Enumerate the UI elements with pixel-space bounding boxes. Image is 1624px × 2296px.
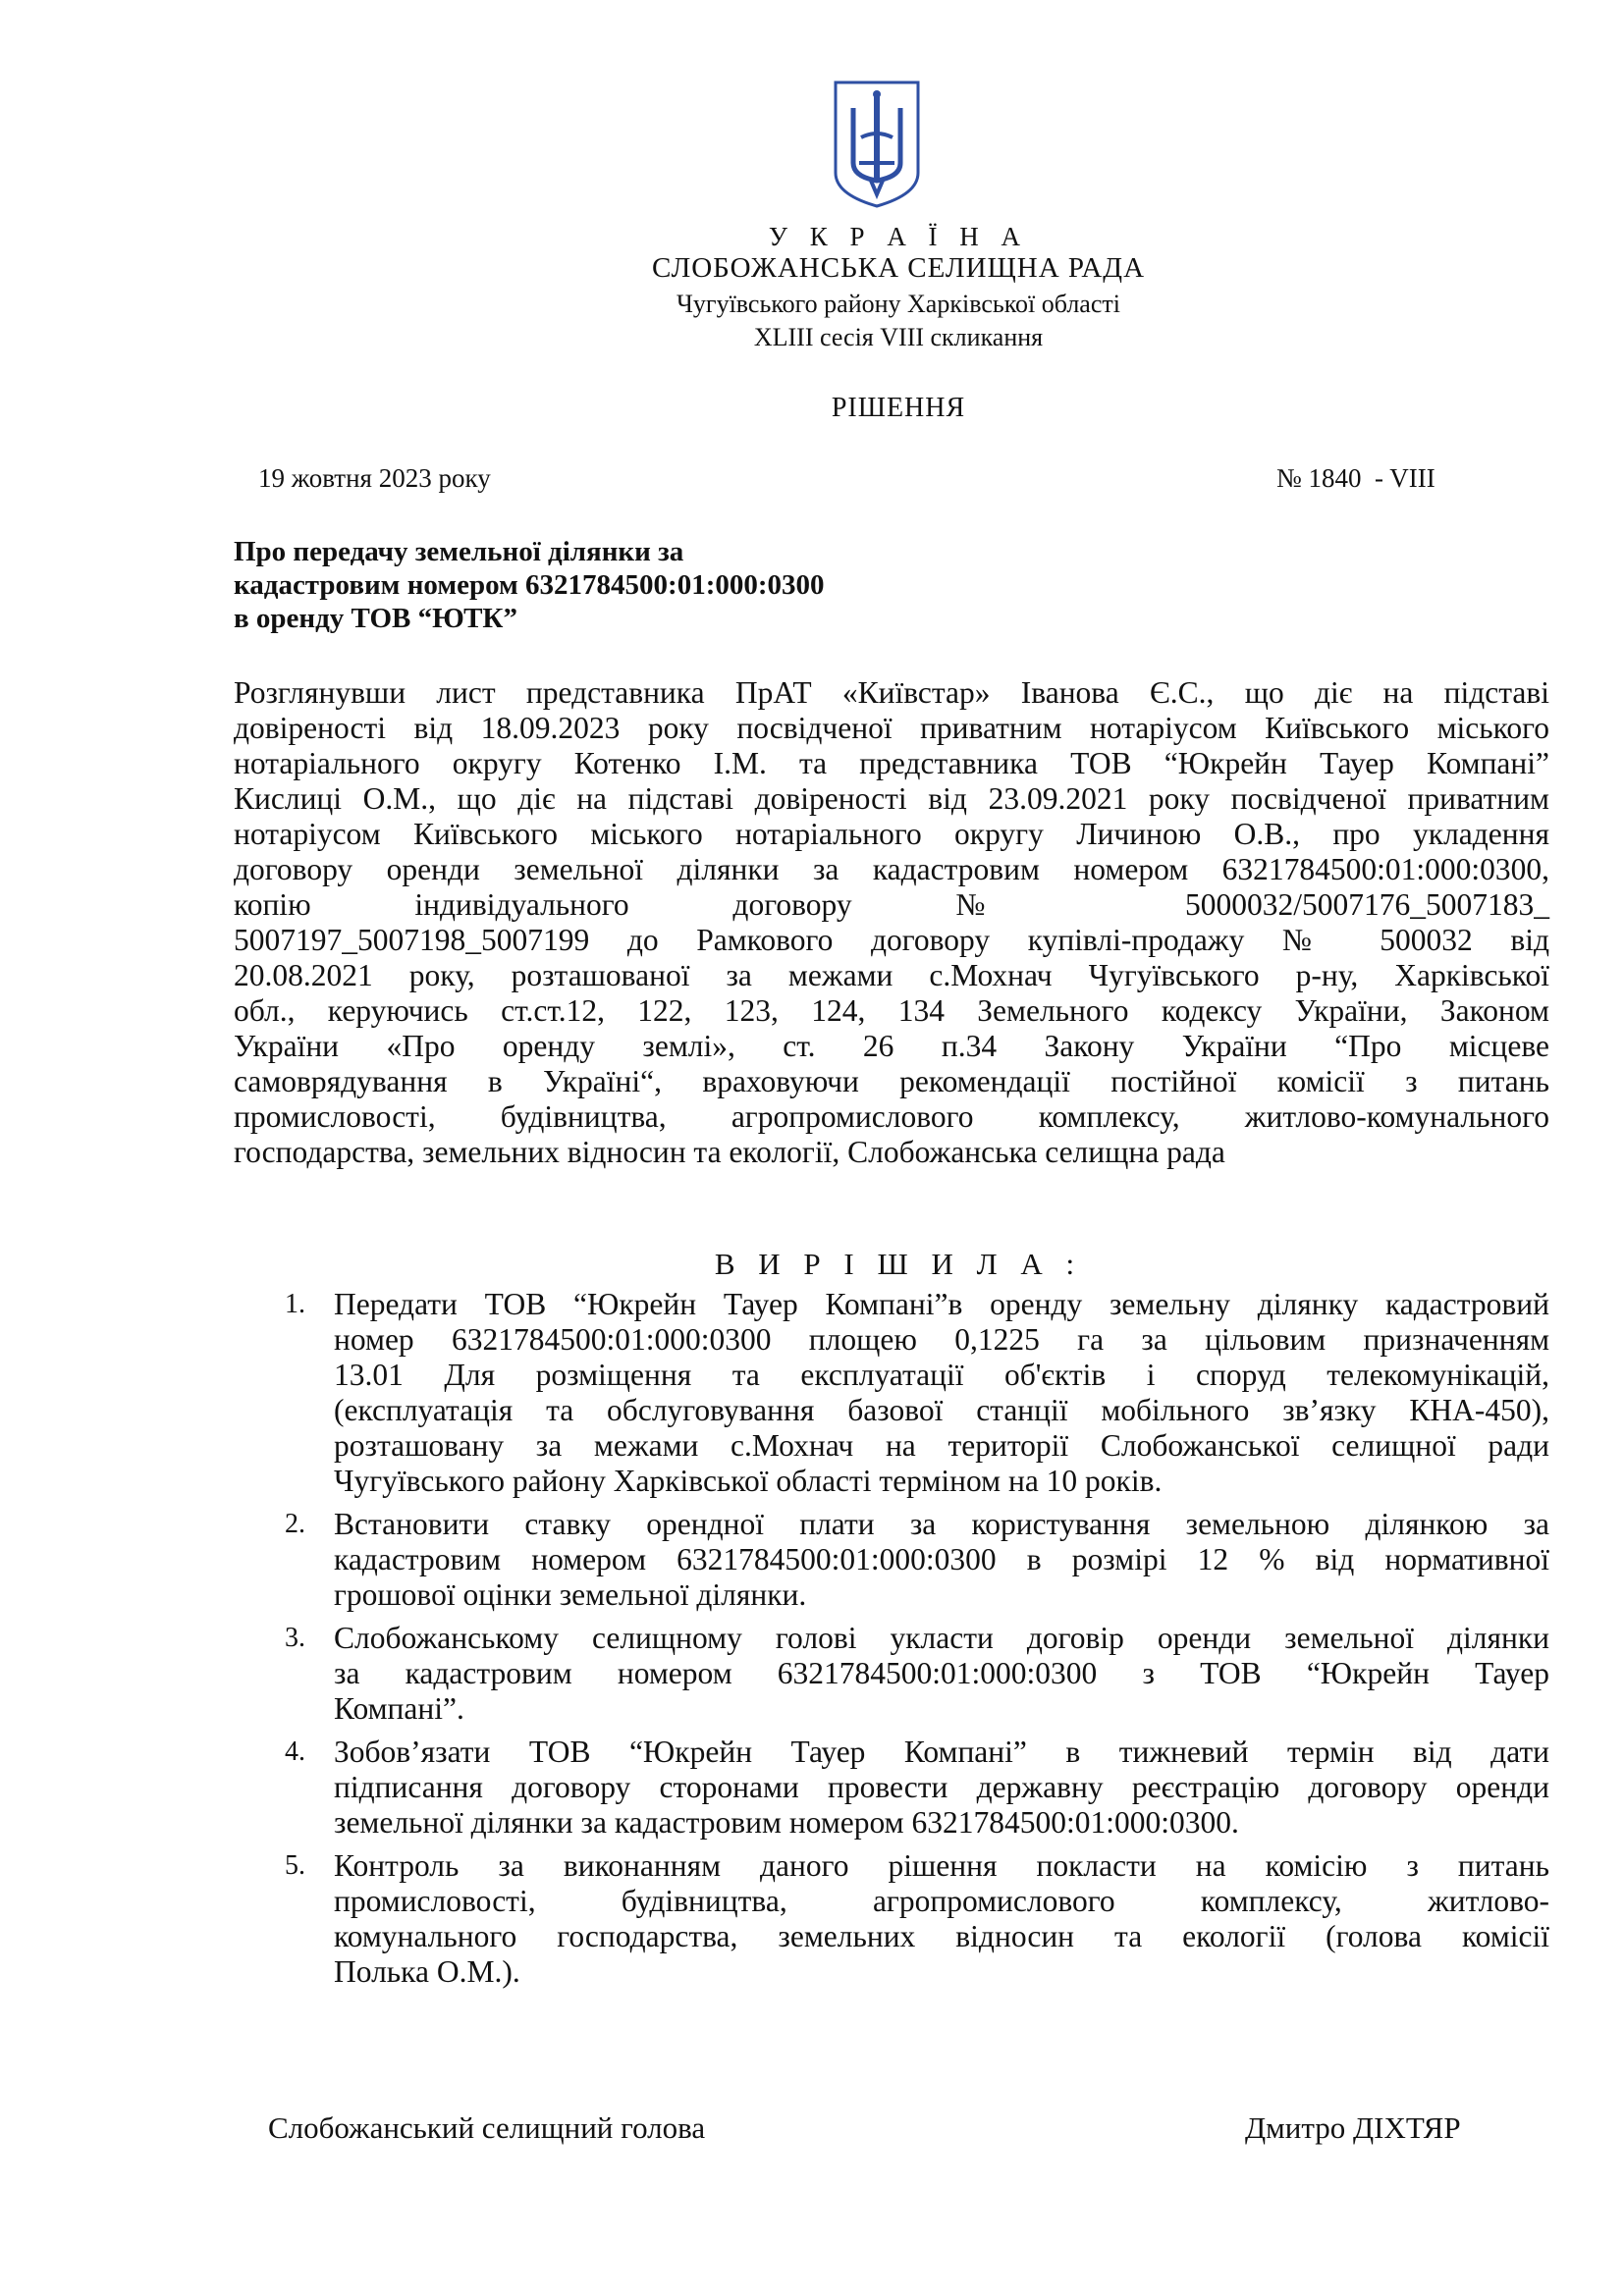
header-district: Чугуївського району Харківської області (677, 290, 1120, 318)
decision-date: 19 жовтня 2023 року (258, 463, 491, 493)
preamble-line: довіреності від 18.09.2023 року посвідченої приватним нотаріусом Київського міського (234, 711, 1549, 745)
resolution-item (234, 1287, 1549, 1499)
item-line: Слобожанському селищному голові укласти договір оренди земельної ділянки (334, 1621, 1549, 1655)
resolution-item (234, 1621, 1549, 1727)
subject-line: в оренду ТОВ “ЮТК” (234, 603, 517, 634)
item-line: кадастровим номером 6321784500:01:000:0300 в розмірі 12 % від нормативної (334, 1542, 1549, 1576)
item-line: комунального господарства, земельних відносин та екології (голова комісії (334, 1919, 1549, 1953)
preamble-line: нотаріального округу Котенко І.М. та представника ТОВ “Юкрейн Тауер Компані” (234, 746, 1549, 780)
item-line: грошової оцінки земельної ділянки. (334, 1577, 807, 1612)
item-number: 5. (285, 1850, 305, 1881)
preamble-line: 20.08.2021 року, розташованої за межами с.Мохнач Чугуївського р-ну, Харківської (234, 958, 1549, 992)
preamble-line: копію індивідуального договору № 5000032/5007176_5007183_ (234, 887, 1549, 922)
item-line: 13.01 Для розміщення та експлуатації об'єктів і споруд телекомунікацій, (334, 1358, 1549, 1392)
subject-line: Про передачу земельної ділянки за (234, 536, 684, 567)
decision-number: № 1840 - VIII (1276, 463, 1435, 493)
item-line: Зобов’язати ТОВ “Юкрейн Тауер Компані” в тижневий термін від дати (334, 1735, 1549, 1769)
trident-emblem-icon (832, 79, 922, 210)
subject-line: кадастровим номером 6321784500:01:000:0300 (234, 569, 825, 601)
preamble-line: договору оренди земельної ділянки за кадастровим номером 6321784500:01:000:0300, (234, 852, 1549, 886)
preamble-line: промисловості, будівництва, агропромислового комплексу, житлово-комунального (234, 1099, 1549, 1134)
signatory-title: Слобожанський селищний голова (268, 2110, 706, 2145)
item-line: земельної ділянки за кадастровим номером 6321784500:01:000:0300. (334, 1805, 1239, 1840)
item-line: номер 6321784500:01:000:0300 площею 0,1225 га за цільовим призначенням (334, 1322, 1549, 1357)
header-country: У К Р А Ї Н А (768, 222, 1029, 251)
item-line: Передати ТОВ “Юкрейн Тауер Компані”в оренду земельну ділянку кадастровий (334, 1287, 1549, 1321)
decision-subject (234, 535, 1019, 635)
item-line: за кадастровим номером 6321784500:01:000:0300 з ТОВ “Юкрейн Тауер (334, 1656, 1549, 1690)
item-line: Контроль за виконанням даного рішення покласти на комісію з питань (334, 1848, 1549, 1883)
item-number: 3. (285, 1623, 305, 1653)
preamble-line: Розглянувши лист представника ПрАТ «Київстар» Іванова Є.С., що діє на підставі (234, 675, 1549, 710)
item-line: Полька О.М.). (334, 1954, 520, 1989)
item-line: підписання договору сторонами провести державну реєстрацію договору оренди (334, 1770, 1549, 1804)
preamble-line: 5007197_5007198_5007199 до Рамкового договору купівлі-продажу № 500032 від (234, 923, 1549, 957)
preamble-line: самоврядування в Україні“, враховуючи рекомендації постійної комісії з питань (234, 1064, 1549, 1098)
item-line: Встановити ставку орендної плати за користування земельною ділянкою за (334, 1507, 1549, 1541)
preamble-line: України «Про оренду землі», ст. 26 п.34 Закону України “Про місцеве (234, 1029, 1549, 1063)
item-number: 1. (285, 1289, 305, 1319)
resolution-item (234, 1507, 1549, 1613)
document-title: РІШЕННЯ (831, 393, 966, 423)
preamble-line: обл., керуючись ст.ст.12, 122, 123, 124, 134 Земельного кодексу України, Законом (234, 993, 1549, 1028)
header-session: XLIII сесія VIII скликання (753, 323, 1044, 351)
preamble-line: господарства, земельних відносин та екології, Слобожанська селищна рада (234, 1135, 1225, 1169)
resolved-heading: В И Р І Ш И Л А : (714, 1247, 1083, 1281)
item-line: розташовану за межами с.Мохнач на території Слобожанської селищної ради (334, 1428, 1549, 1463)
item-line: Чугуївського району Харківської області терміном на 10 років. (334, 1464, 1163, 1498)
preamble (234, 675, 1549, 1170)
item-line: Компані”. (334, 1691, 464, 1726)
preamble-line: нотаріусом Київського міського нотаріального округу Личиною О.В., про укладення (234, 817, 1549, 851)
item-line: (експлуатація та обслуговування базової станції мобільного зв’язку КНА-450), (334, 1393, 1549, 1427)
resolution-items (234, 1287, 1549, 1998)
resolution-item (234, 1848, 1549, 1990)
signatory-name: Дмитро ДІХТЯР (1245, 2110, 1461, 2145)
preamble-line: Кислиці О.М., що діє на підставі довіреності від 23.09.2021 року посвідченої приватним (234, 781, 1549, 816)
item-number: 4. (285, 1736, 305, 1767)
header-council: СЛОБОЖАНСЬКА СЕЛИЩНА РАДА (651, 252, 1146, 284)
item-line: промисловості, будівництва, агропромислового комплексу, житлово- (334, 1884, 1549, 1918)
item-number: 2. (285, 1509, 305, 1539)
resolution-item (234, 1735, 1549, 1841)
